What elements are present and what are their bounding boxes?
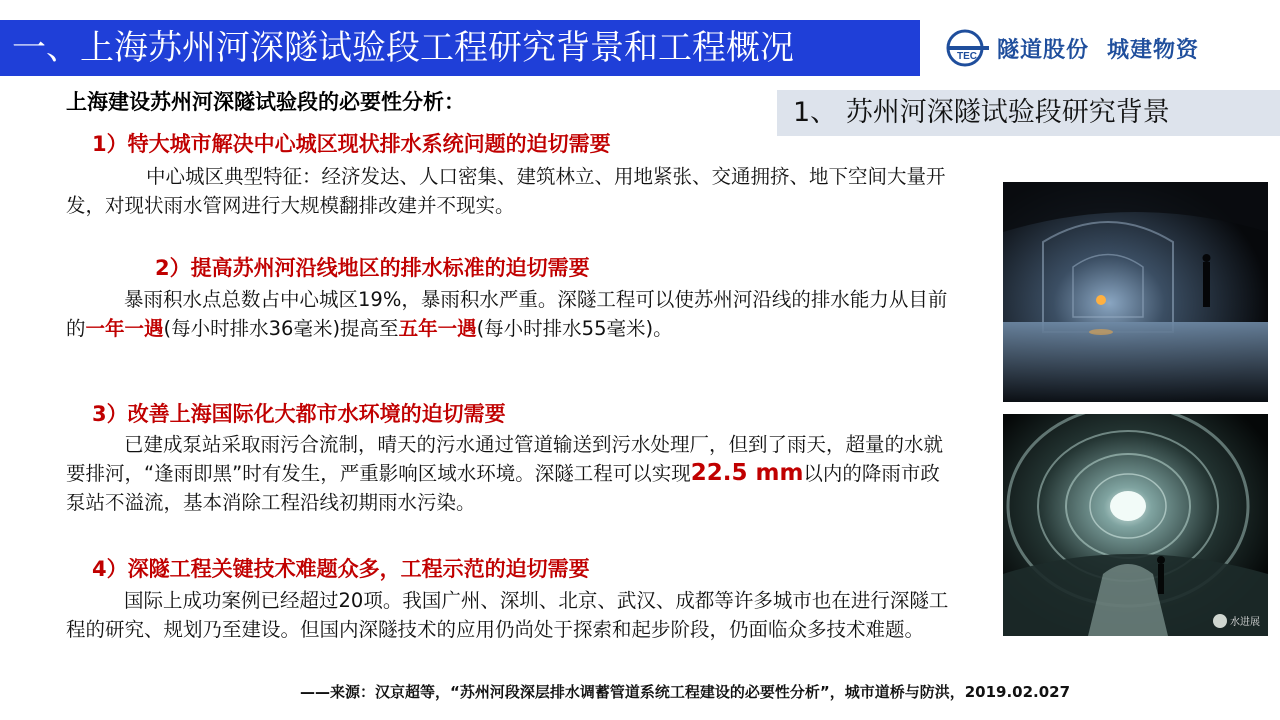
point-3-text (66, 430, 956, 517)
source-citation: ——来源：汉京超等，“苏州河段深层排水调蓄管道系统工程建设的必要性分析”，城市道桥与防洪，2019.02.027 (300, 683, 1071, 701)
point-2-highlight-2: 五年一遇 (398, 317, 477, 340)
logo-mark-text: TEC (957, 51, 977, 62)
analysis-subheading: 上海建设苏州河深隧试验段的必要性分析： (66, 90, 465, 114)
point-1-text (66, 162, 956, 220)
point-3-highlight: 22.5 mm (690, 460, 804, 486)
logo-name-1: 隧道股份 (997, 37, 1090, 63)
point-2-body-c: (每小时排水55毫米)。 (476, 317, 673, 340)
point-1-body: 中心城区典型特征：经济发达、人口密集、建筑林立、用地紧张、交通拥挤、地下空间大量开发，对现状雨水管网进行大规模翻排改建并不现实。 (66, 165, 946, 217)
point-2-heading: 2）提高苏州河沿线地区的排水标准的迫切需要 (155, 256, 590, 280)
logo-name-2: 城建物资 (1107, 37, 1200, 63)
point-2-body-b: (每小时排水36毫米)提高至 (163, 317, 399, 340)
point-3-body-b: 以内的降雨市政泵站不溢流，基本消除工程沿线初期雨水污染。 (66, 462, 940, 514)
point-2-highlight-1: 一年一遇 (85, 317, 164, 340)
point-2-text (66, 285, 956, 343)
point-1-heading: 1）特大城市解决中心城区现状排水系统问题的迫切需要 (92, 132, 611, 156)
tec-logo-icon (945, 28, 991, 68)
point-4-body: 国际上成功案例已经超过20项。我国广州、深圳、北京、武汉、成都等许多城市也在进行深隧工程的研究、规划乃至建设。但国内深隧技术的应用仍尚处于探索和起步阶段，仍面临众多技术难题。 (66, 589, 949, 641)
point-3-heading: 3）改善上海国际化大都市水环境的迫切需要 (92, 402, 506, 426)
point-2-body-a: 暴雨积水点总数占中心城区19%，暴雨积水严重。深隧工程可以使苏州河沿线的排水能力从目前的 (66, 288, 948, 340)
watermark (1213, 613, 1260, 628)
point-3-body-a: 已建成泵站采取雨污合流制，晴天的污水通过管道输送到污水处理厂，但到了雨天，超量的水就要排河，“逢雨即黑”时有发生，严重影响区域水环境。深隧工程可以实现 (66, 433, 944, 485)
section-label: 1、 苏州河深隧试验段研究背景 (777, 90, 1280, 136)
tunnel-photo-1 (1003, 182, 1268, 402)
slide-title: 一、上海苏州河深隧试验段工程研究背景和工程概况 (0, 20, 920, 76)
tunnel-photo-2 (1003, 414, 1268, 636)
point-4-heading: 4）深隧工程关键技术难题众多，工程示范的迫切需要 (92, 557, 590, 581)
wechat-icon (1213, 614, 1227, 628)
watermark-text: 水进展 (1230, 617, 1260, 628)
company-logo (945, 28, 1265, 68)
point-4-text (66, 586, 956, 644)
